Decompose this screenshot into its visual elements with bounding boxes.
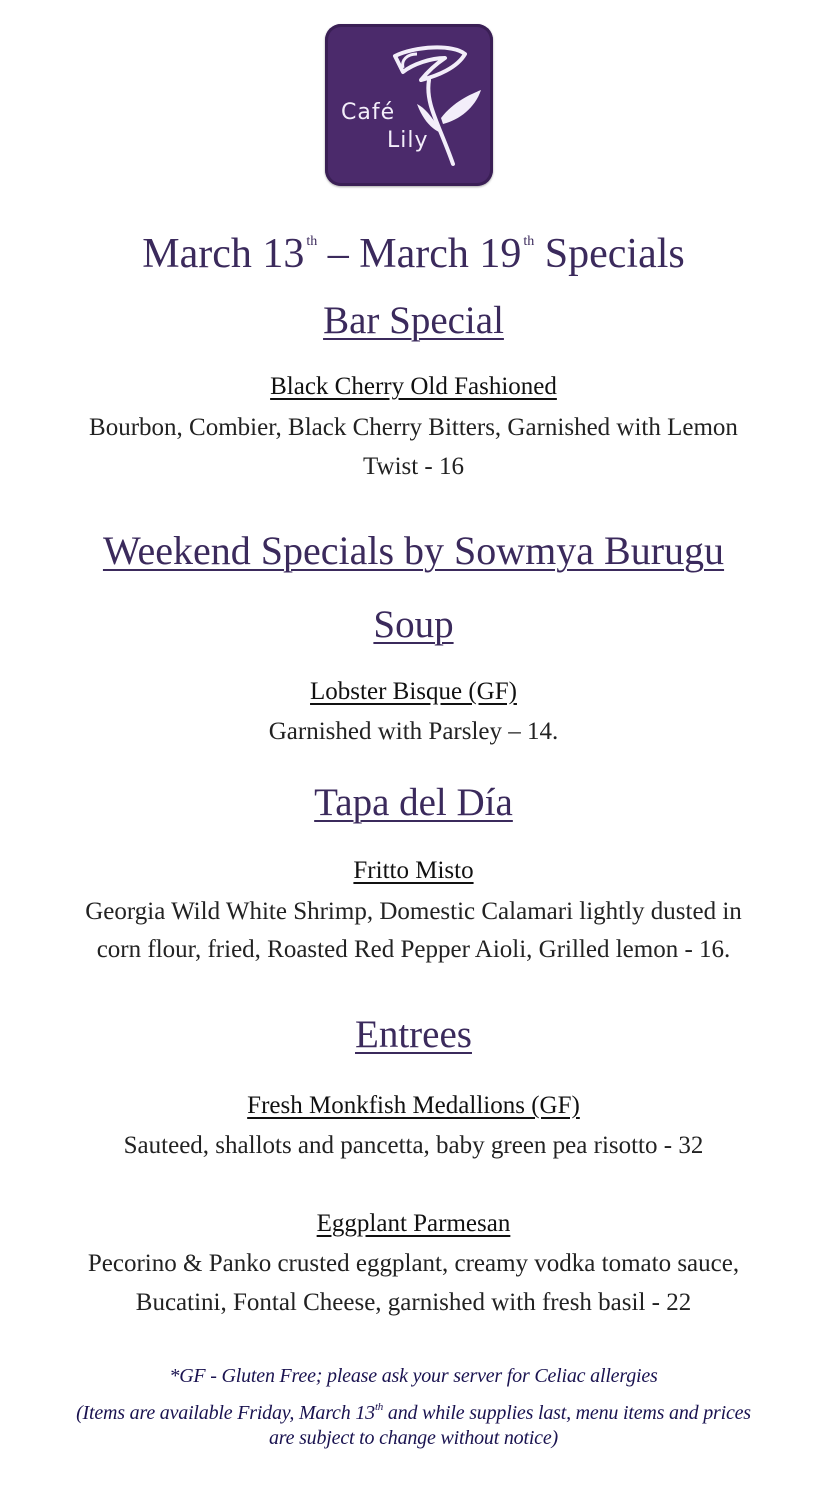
title-sup-2: th [523,234,535,249]
title-middle: – March 19 [317,231,522,277]
logo-cafe-text: Café [341,100,396,125]
weekend-specials-heading: Weekend Specials by Sowmya Burugu [102,528,725,573]
tapa-item-name: Fritto Misto [353,857,474,884]
page-title [0,214,827,282]
soup-heading: Soup [373,603,454,646]
tapa-heading: Tapa del Día [314,781,513,824]
soup-item-name: Lobster Bisque (GF) [310,678,517,705]
entree-1-name: Fresh Monkfish Medallions (GF) [247,1092,580,1119]
entree-1-desc: Sauteed, shallots and pancetta, baby green pea risotto - 32 [123,1132,704,1159]
tapa-desc-line1: Georgia Wild White Shrimp, Domestic Calamari lightly dusted in [85,898,742,925]
footer-availability-line2: are subject to change without notice) [268,1427,559,1449]
footer-line2-start: (Items are available Friday, March 13 [76,1402,375,1424]
soup-item-desc: Garnished with Parsley – 14. [268,718,559,745]
title-sup-1: th [306,234,318,249]
cafe-lily-logo [325,24,493,186]
bar-special-heading: Bar Special [323,299,504,342]
tapa-desc-line2: corn flour, fried, Roasted Red Pepper Aioli, Grilled lemon - 16. [96,936,731,963]
footer-line2-sup: th [374,1401,384,1413]
entree-2-name: Eggplant Parmesan [316,1210,511,1237]
logo-lily-text: Lily [387,128,429,153]
entree-2-desc-line2: Bucatini, Fontal Cheese, garnished with fresh basil - 22 [135,1289,692,1316]
bar-special-name: Black Cherry Old Fashioned [270,373,557,400]
entrees-heading: Entrees [355,1013,472,1056]
entree-2-desc-line1: Pecorino & Panko crusted eggplant, creamy vodka tomato sauce, [87,1250,740,1277]
bar-special-desc-line1: Bourbon, Combier, Black Cherry Bitters, Garnished with Lemon [89,414,738,441]
footer-gf-note: *GF - Gluten Free; please ask your server for Celiac allergies [169,1365,658,1387]
bar-special-desc-line2: Twist - 16 [362,453,465,480]
title-start: March 13 [142,231,305,277]
title-end: Specials [534,231,685,277]
footer-line2-end: and while supplies last, menu items and prices [383,1402,751,1424]
